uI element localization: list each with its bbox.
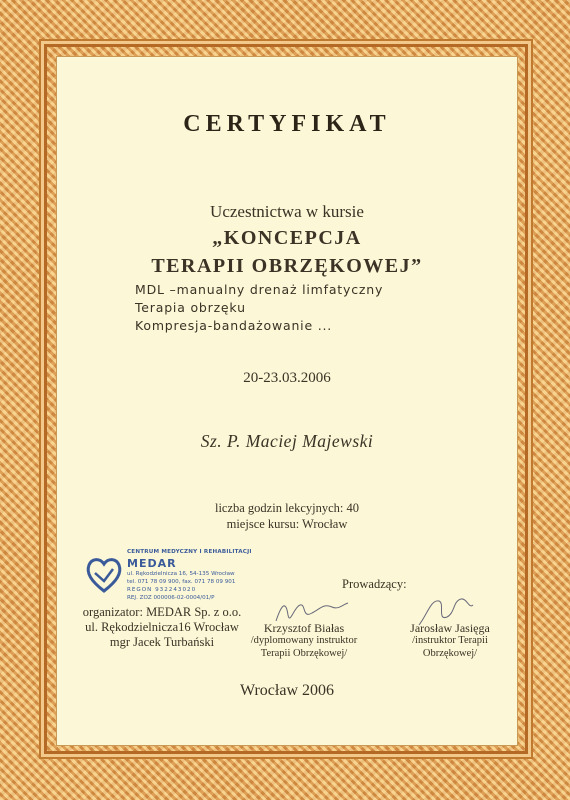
stamp-registry: REJ. ZOZ 000006-02-0004/01/P	[127, 595, 215, 601]
stamp-brand: MEDAR	[127, 557, 177, 570]
organizer-line: organizator: MEDAR Sp. z o.o.	[82, 605, 242, 619]
signatory-name: Jarosław Jasięga	[410, 621, 490, 635]
stamp-address: ul. Rękodzielnicza 16, 54-135 Wrocław	[127, 571, 235, 577]
signatory-role: /dyplomowany instruktor	[250, 635, 358, 646]
subtitle: Uczestnictwa w kursie	[210, 202, 364, 221]
certificate-title: CERTYFIKAT	[183, 111, 391, 137]
issue-place-year: Wrocław 2006	[240, 682, 334, 699]
certificate-paper	[56, 56, 518, 746]
topic-item: Terapia obrzęku	[135, 300, 246, 315]
signatory-role: /instruktor Terapii	[412, 635, 488, 646]
signatory-role: Terapii Obrzękowej/	[260, 648, 348, 659]
course-name-line1: „KONCEPCJA	[212, 227, 362, 249]
course-date: 20-23.03.2006	[243, 370, 331, 386]
organizer-stamp	[83, 549, 273, 605]
leaders-label: Prowadzący:	[342, 577, 407, 591]
organizer-line: ul. Rękodzielnicza16 Wrocław	[85, 620, 239, 634]
topic-item: Kompresja-bandażowanie ...	[135, 318, 333, 333]
stamp-header: CENTRUM MEDYCZNY I REHABILITACJI	[127, 549, 252, 555]
organizer-line: mgr Jacek Turbański	[109, 635, 215, 649]
course-place: miejsce kursu: Wrocław	[226, 517, 348, 531]
stamp-regon: REGON 932243020	[127, 587, 197, 593]
course-name-line2: TERAPII OBRZĘKOWEJ”	[151, 255, 423, 277]
signatory-role: Obrzękowej/	[422, 648, 478, 659]
signatory-name: Krzysztof Białas	[263, 621, 345, 635]
medar-logo-icon	[83, 553, 125, 595]
stamp-phone: tel. 071 78 09 900, fax. 071 78 09 901	[127, 579, 236, 585]
topic-item: MDL –manualny drenaż limfatyczny	[135, 282, 384, 297]
participant-name: Sz. P. Maciej Majewski	[200, 431, 374, 451]
lesson-hours: liczba godzin lekcyjnych: 40	[214, 501, 360, 515]
